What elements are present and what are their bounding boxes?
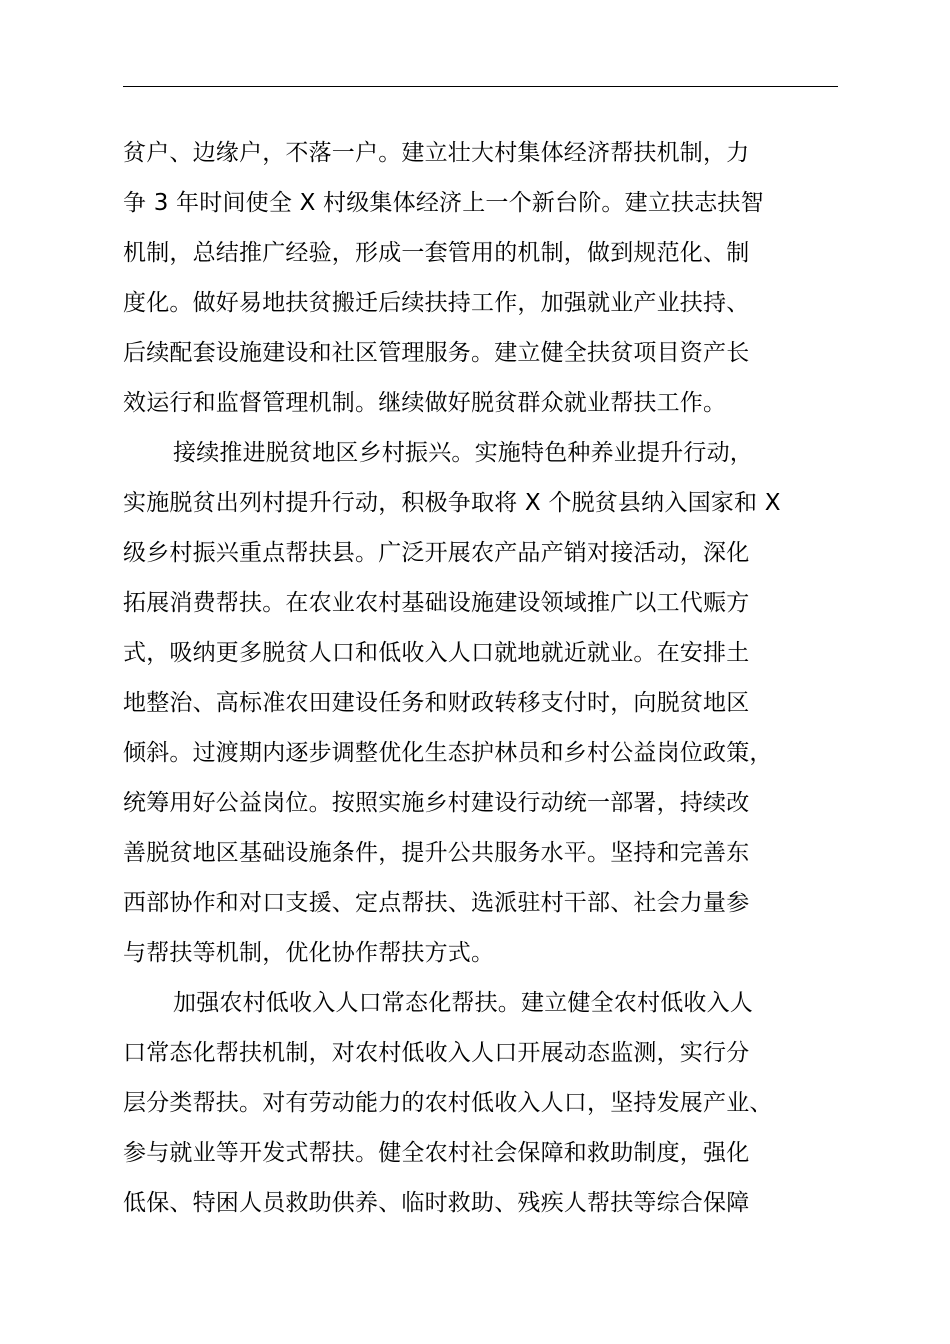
text-line: 接续推进脱贫地区乡村振兴。实施特色种养业提升行动， <box>173 440 753 466</box>
paragraph-3 <box>123 978 843 1228</box>
text-line: 层分类帮扶。对有劳动能力的农村低收入人口，坚持发展产业、 <box>123 1090 773 1116</box>
text-line: 低保、特困人员救助供养、临时救助、残疾人帮扶等综合保障 <box>123 1190 750 1216</box>
text-line: 式，吸纳更多脱贫人口和低收入人口就地就近就业。在安排土 <box>123 640 750 666</box>
document-body <box>123 128 843 1228</box>
header-rule <box>123 86 838 87</box>
text-line: 级乡村振兴重点帮扶县。广泛开展农产品产销对接活动，深化 <box>123 540 750 566</box>
text-line: 加强农村低收入人口常态化帮扶。建立健全农村低收入人 <box>173 990 753 1016</box>
text-line: 拓展消费帮扶。在农业农村基础设施建设领域推广以工代赈方 <box>123 590 750 616</box>
text-line: 效运行和监督管理机制。继续做好脱贫群众就业帮扶工作。 <box>123 390 727 416</box>
text-line: 后续配套设施建设和社区管理服务。建立健全扶贫项目资产长 <box>123 340 750 366</box>
text-line: 争 3 年时间使全 X 村级集体经济上一个新台阶。建立扶志扶智 <box>123 190 764 216</box>
paragraph-2 <box>123 428 843 978</box>
text-line: 地整治、高标准农田建设任务和财政转移支付时，向脱贫地区 <box>123 690 750 716</box>
text-line: 贫户、边缘户，不落一户。建立壮大村集体经济帮扶机制，力 <box>123 140 750 166</box>
text-line: 机制，总结推广经验，形成一套管用的机制，做到规范化、制 <box>123 240 750 266</box>
text-line: 实施脱贫出列村提升行动，积极争取将 X 个脱贫县纳入国家和 X <box>123 490 781 516</box>
paragraph-1 <box>123 128 843 428</box>
text-line: 善脱贫地区基础设施条件，提升公共服务水平。坚持和完善东 <box>123 840 750 866</box>
text-line: 与帮扶等机制，优化协作帮扶方式。 <box>123 940 495 966</box>
text-line: 西部协作和对口支援、定点帮扶、选派驻村干部、社会力量参 <box>123 890 750 916</box>
text-line: 度化。做好易地扶贫搬迁后续扶持工作，加强就业产业扶持、 <box>123 290 750 316</box>
text-line: 倾斜。过渡期内逐步调整优化生态护林员和乡村公益岗位政策， <box>123 740 773 766</box>
text-line: 参与就业等开发式帮扶。健全农村社会保障和救助制度，强化 <box>123 1140 750 1166</box>
text-line: 口常态化帮扶机制，对农村低收入人口开展动态监测，实行分 <box>123 1040 750 1066</box>
text-line: 统筹用好公益岗位。按照实施乡村建设行动统一部署，持续改 <box>123 790 750 816</box>
